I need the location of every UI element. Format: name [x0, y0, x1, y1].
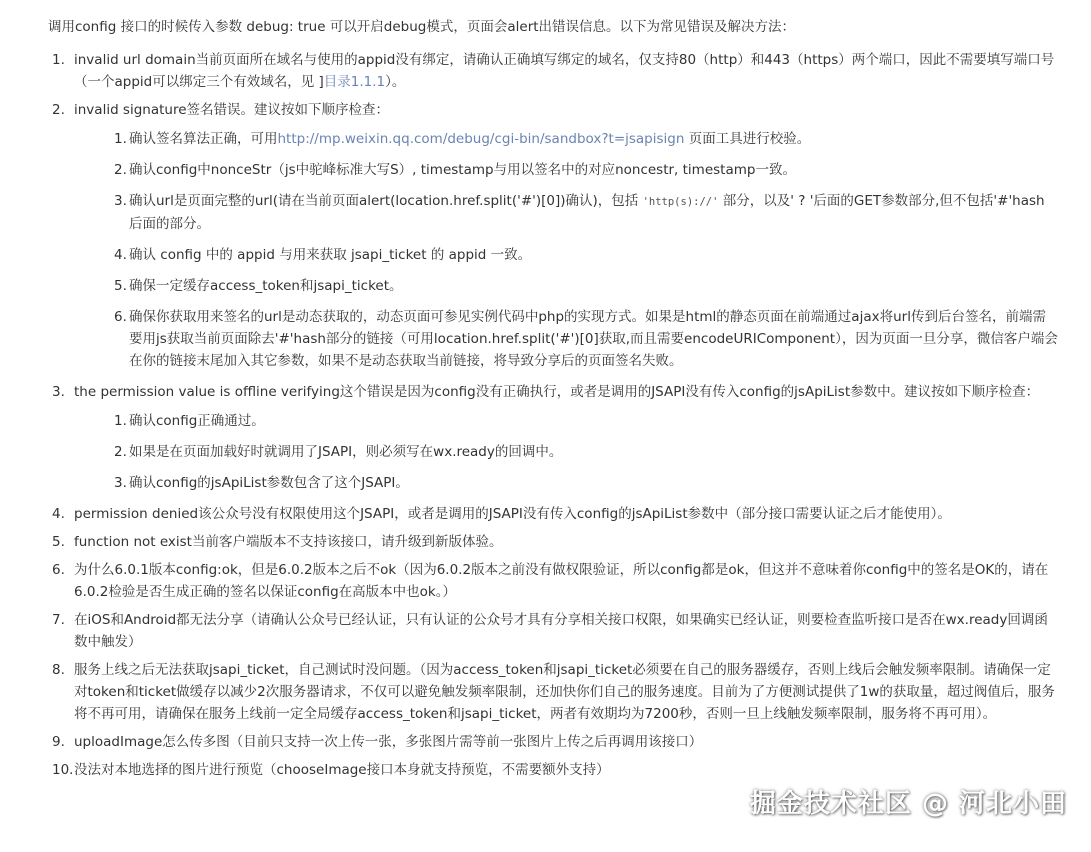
item-text: 为什么6.0.1版本config:ok，但是6.0.2版本之后不ok（因为6.0.2版本之前没有做权限验证，所以config都是ok，但这并不意味着你config中的签名是OK的，请在6.0.2检验是否生成正确的签名以保证config在高版本中也ok。） [74, 562, 1049, 600]
item-text: uploadImage怎么传多图（目前只支持一次上传一张，多张图片需等前一张图片上传之后再调用该接口） [74, 734, 703, 750]
item-text: 服务上线之后无法获取jsapi_ticket，自己测试时没问题。（因为access_token和jsapi_ticket必须要在自己的服务器缓存，否则上线后会触发频率限制。请确保一定对token和ticket做缓存以减少2次服务器请求，不仅可以避免触发频率限制，还加快你们自己的服务速度。目前为了方便测试提供了1w的获取量，超过阀值后，服务将不再可用，请确保在服务上线前一定全局缓存access_token和jsapi_ticket，两者有效期均为7200秒，否则一旦上线触发频率限制，服务将不再可用）。 [74, 662, 1055, 722]
sub-text: 确认config的jsApiList参数包含了这个JSAPI。 [129, 475, 409, 491]
sub-item [74, 472, 1058, 494]
sub-number: 4. [114, 247, 127, 263]
item-text: invalid signature签名错误。建议按如下顺序检查： [74, 102, 390, 118]
error-list [48, 49, 1058, 781]
list-number: 5. [52, 534, 65, 550]
sub-text: 确认config中nonceStr（js中驼峰标准大写S）, timestamp与用以签名中的对应noncestr, timestamp一致。 [129, 162, 796, 178]
sub-number: 5. [114, 278, 127, 294]
list-item-9 [48, 731, 1058, 753]
sub-text: 确认 config 中的 appid 与用来获取 jsapi_ticket 的 appid 一致。 [129, 247, 532, 263]
item-text: function not exist当前客户端版本不支持该接口，请升级到新版体验。 [74, 534, 503, 550]
sub-text: 确认url是页面完整的url(请在当前页面alert(location.href.split('#')[0])确认)，包括 [129, 193, 643, 209]
signature-check-list [74, 128, 1058, 372]
sub-number: 6. [114, 309, 127, 325]
list-item-3 [48, 381, 1058, 494]
sub-item [74, 159, 1058, 181]
list-number: 1. [52, 52, 65, 68]
sandbox-link[interactable]: http://mp.weixin.qq.com/debug/cgi-bin/sandbox?t=jsapisign [277, 131, 685, 147]
item-text: the permission value is offline verifying这个错误是因为config没有正确执行，或者是调用的JSAPI没有传入config的jsApiList参数中。建议按如下顺序检查： [74, 384, 1040, 400]
document-body [48, 16, 1058, 787]
list-item-8 [48, 659, 1058, 725]
list-number: 7. [52, 612, 65, 628]
list-item-7 [48, 609, 1058, 653]
item-text: invalid url domain当前页面所在域名与使用的appid没有绑定，请确认正确填写绑定的域名，仅支持80（http）和443（https）两个端口，因此不需要填写端口号（一个appid可以绑定三个有效域名，见 ] [74, 52, 1055, 90]
list-number: 8. [52, 662, 65, 678]
sub-item [74, 441, 1058, 463]
list-number: 2. [52, 102, 65, 118]
sub-number: 1. [114, 413, 127, 429]
sub-number: 3. [114, 193, 127, 209]
list-item-10 [48, 759, 1058, 781]
sub-number: 1. [114, 131, 127, 147]
intro-paragraph: 调用config 接口的时候传入参数 debug: true 可以开启debug模式，页面会alert出错误信息。以下为常见错误及解决方法： [48, 19, 796, 35]
item-text: 在iOS和Android都无法分享（请确认公众号已经认证，只有认证的公众号才具有分享相关接口权限，如果确实已经认证，则要检查监听接口是否在wx.ready回调函数中触发） [74, 612, 1048, 650]
list-item-2 [48, 99, 1058, 372]
item-text: 没法对本地选择的图片进行预览（chooseImage接口本身就支持预览，不需要额外支持） [74, 762, 610, 778]
inline-code: 'http(s)://' [642, 196, 719, 208]
list-item-6 [48, 559, 1058, 603]
sub-text: 确认签名算法正确，可用 [129, 131, 278, 147]
sub-text-after: 部分，以及' ? '后面的GET参数部分,但不包括'#'hash后面的部分。 [129, 193, 1045, 232]
sub-number: 2. [114, 444, 127, 460]
list-number: 9. [52, 734, 65, 750]
sub-item [74, 306, 1058, 372]
list-number: 6. [52, 562, 65, 578]
sub-text-after: 页面工具进行校验。 [684, 131, 811, 147]
sub-text: 确保一定缓存access_token和jsapi_ticket。 [129, 278, 403, 294]
sub-item [74, 190, 1058, 235]
sub-item [74, 128, 1058, 150]
item-text: permission denied该公众号没有权限使用这个JSAPI，或者是调用的JSAPI没有传入config的jsApiList参数中（部分接口需要认证之后才能使用）。 [74, 506, 951, 522]
watermark: 掘金技术社区 @ 河北小田 [749, 789, 1067, 819]
sub-text: 确保你获取用来签名的url是动态获取的，动态页面可参见实例代码中php的实现方式。如果是html的静态页面在前端通过ajax将url传到后台签名，前端需要用js获取当前页面除去'#'hash部分的链接（可用location.href.split('#')[0]获取,而且需要encodeURIComponent），因为页面一旦分享，微信客户端会在你的链接末尾加入其它参数，如果不是动态获取当前链接，将导致分享后的页面签名失败。 [129, 309, 1058, 369]
item-text-after: ）。 [385, 74, 406, 90]
list-item-4 [48, 503, 1058, 525]
directory-link[interactable]: 目录1.1.1 [323, 74, 386, 90]
sub-item [74, 410, 1058, 432]
sub-text: 确认config正确通过。 [129, 413, 265, 429]
sub-text: 如果是在页面加载好时就调用了JSAPI，则必须写在wx.ready的回调中。 [129, 444, 563, 460]
list-number: 4. [52, 506, 65, 522]
list-number: 10. [52, 762, 74, 778]
sub-number: 2. [114, 162, 127, 178]
list-number: 3. [52, 384, 65, 400]
sub-item [74, 275, 1058, 297]
sub-item [74, 244, 1058, 266]
list-item-1 [48, 49, 1058, 93]
list-item-5 [48, 531, 1058, 553]
sub-number: 3. [114, 475, 127, 491]
permission-check-list [74, 410, 1058, 494]
